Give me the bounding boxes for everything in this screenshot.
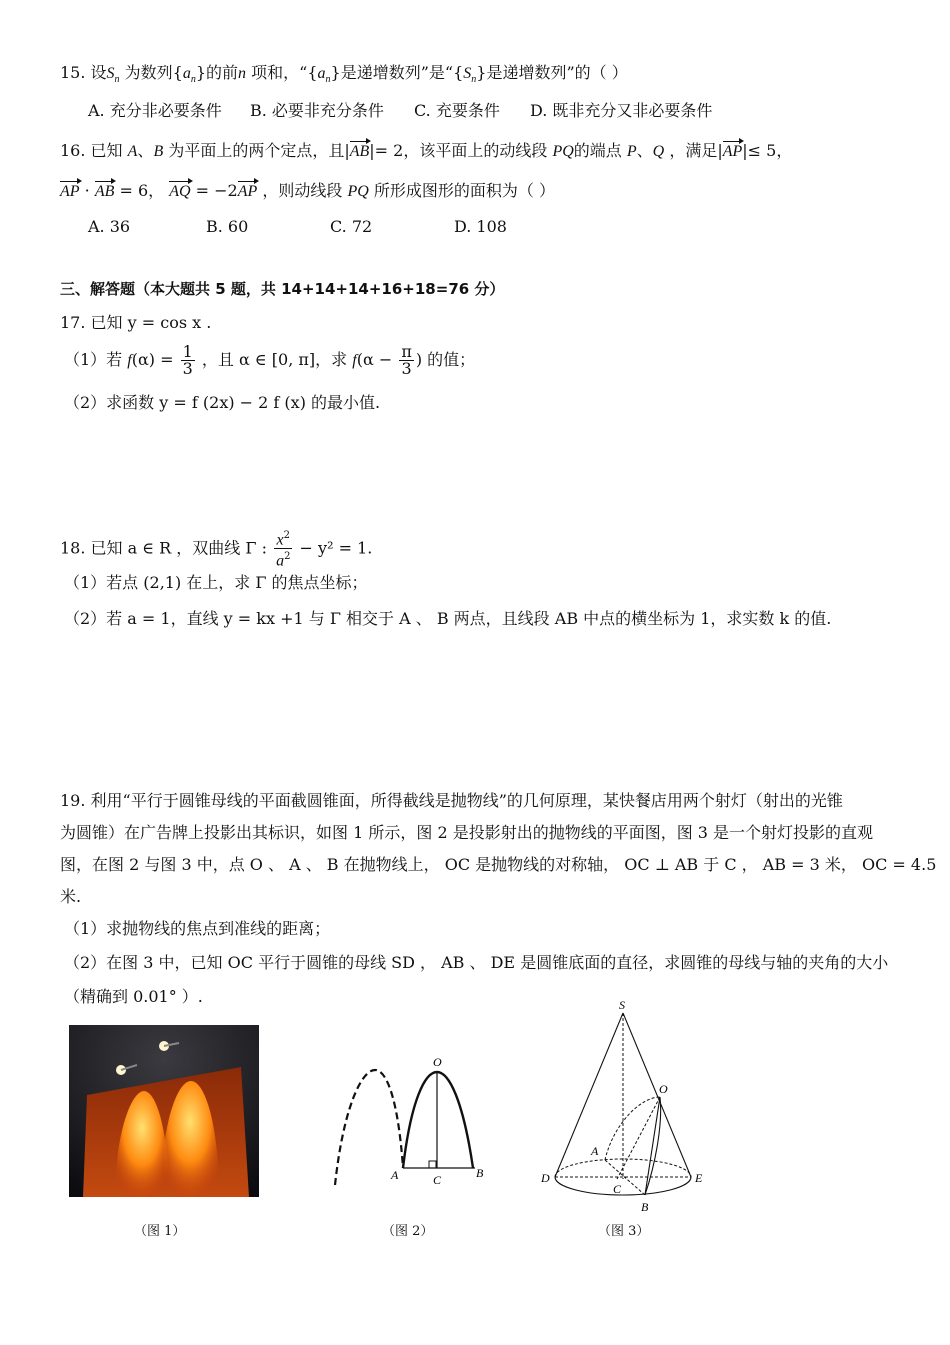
figure-2-caption: （图 2） <box>382 1224 434 1239</box>
section-heading: 三、解答题（本大题共 5 题，共 14+14+14+16+18=76 分） <box>60 280 505 298</box>
q19-part2-cont: （精确到 0.01° ）. <box>64 987 203 1006</box>
fig3-label-E: E <box>695 1171 703 1185</box>
q18-part2: （2）若 a = 1，直线 y = kx +1 与 Γ 相交于 A 、 B 两点，且线段 AB 中点的横坐标为 1，求实数 k 的值. <box>64 609 832 628</box>
q19-stem-line4: 米. <box>60 887 82 906</box>
q15-option-d: D. 既非充分又非必要条件 <box>530 101 713 120</box>
q17-part2: （2）求函数 y = f (2x) − 2 f (x) 的最小值. <box>64 393 381 412</box>
fig3-label-B: B <box>641 1200 649 1214</box>
fig2-label-O: O <box>433 1055 442 1069</box>
q16-option-b: B. 60 <box>206 217 249 236</box>
q16-stem-line1: 16. 已知 A、B 为平面上的两个定点，且|AB|= 2，该平面上的动线段 PQ的端点 P、Q ，满足|AP|≤ 5， <box>60 140 792 163</box>
figure-2-parabola-diagram <box>325 1050 495 1190</box>
q19-stem-line3: 图，在图 2 与图 3 中，点 O 、 A 、 B 在抛物线上， OC 是抛物线的对称轴， OC ⊥ AB 于 C ， AB = 3 米， OC = 4.5 <box>60 855 937 874</box>
q17-part1: （1）若 f(α) = $\frac{1}{3}$ ，且 α ∈ [0, π]，求 f(α − $\frac{\pi}{3}$ ) 的值； <box>64 342 476 378</box>
q16-option-d: D. 108 <box>454 217 507 236</box>
q19-part1: （1）求抛物线的焦点到准线的距离； <box>64 919 331 938</box>
q19-stem-line1: 19. 利用“平行于圆锥母线的平面截圆锥面，所得截线是抛物线”的几何原理，某快餐店用两个射灯（射出的光锥 <box>60 791 843 810</box>
figure-3-caption: （图 3） <box>598 1224 650 1239</box>
q15-option-a: A. 充分非必要条件 <box>88 101 222 120</box>
q16-option-a: A. 36 <box>88 217 131 236</box>
figure-1-caption: （图 1） <box>134 1224 186 1239</box>
q19-stem-line2: 为圆锥）在广告牌上投影出其标识，如图 1 所示，图 2 是投影射出的抛物线的平面图，图 3 是一个射灯投影的直观 <box>60 823 874 842</box>
q15-option-b: B. 必要非充分条件 <box>250 101 384 120</box>
fig2-label-C: C <box>433 1173 442 1187</box>
figure-1-billboard-photo <box>69 1025 259 1197</box>
q17-stem: 17. 已知 y = cos x . <box>60 313 212 332</box>
fig3-label-O: O <box>659 1082 668 1096</box>
fig3-label-S: S <box>619 998 625 1012</box>
fig2-label-A: A <box>391 1168 399 1182</box>
q15-option-c: C. 充要条件 <box>414 101 500 120</box>
q16-stem-line2: AP · AB = 6， AQ = −2AP ，则动线段 PQ 所形成图形的面积为（ ） <box>60 180 555 203</box>
q16-option-c: C. 72 <box>330 217 373 236</box>
fig3-label-C: C <box>613 1182 622 1196</box>
q19-part2: （2）在图 3 中，已知 OC 平行于圆锥的母线 SD ， AB 、 DE 是圆锥底面的直径，求圆锥的母线与轴的夹角的大小 <box>64 953 889 972</box>
fig2-label-B: B <box>476 1166 484 1180</box>
figure-3-cone-diagram <box>535 995 715 1215</box>
fig3-label-D: D <box>541 1171 550 1185</box>
q18-stem: 18. 已知 a ∈ R ，双曲线 Γ : $\frac{x^2}{a^2}$ − y² = 1. <box>60 530 373 570</box>
q15-stem: 15. 设$S_n$ 为数列$\{a_n\}$的前n 项和，“$\{a_n\}$是递增数列”是“$\{S_n\}$是递增数列”的（ ） <box>60 63 628 86</box>
q18-part1: （1）若点 (2,1) 在上，求 Γ 的焦点坐标； <box>64 573 368 592</box>
fig3-label-A: A <box>591 1144 599 1158</box>
